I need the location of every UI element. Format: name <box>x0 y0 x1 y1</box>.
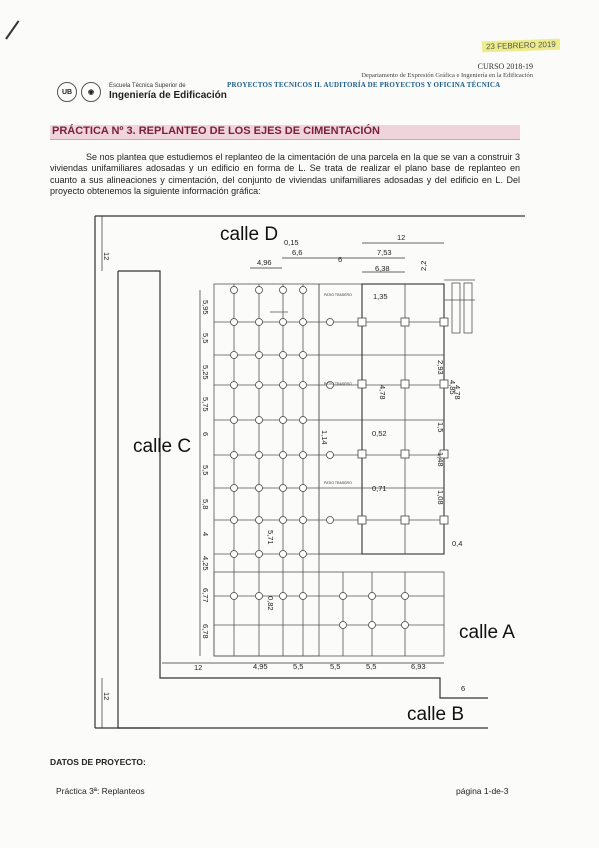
patio-label: PATIO TRASERO <box>324 382 352 386</box>
parcel-boundary <box>95 216 525 728</box>
dim-label: 5,5 <box>201 465 210 476</box>
course-year: CURSO 2018-19 <box>477 62 533 71</box>
dim-label: 4,25 <box>201 556 210 571</box>
dim-label: 2,93 <box>436 360 445 375</box>
dim-label: 6 <box>201 432 210 437</box>
dim-label: 6,93 <box>411 662 426 671</box>
dim-label: 4,78 <box>453 385 462 400</box>
dim-label: 4 <box>201 532 210 537</box>
dim-label: 5,5 <box>201 333 210 344</box>
project-subject: PROYECTOS TECNICOS II. AUDITORÍA DE PROYECTOS Y OFICINA TÉCNICA <box>227 81 501 89</box>
dim-label: 6,77 <box>201 588 210 603</box>
dim-label: 0,4 <box>452 539 463 548</box>
dim-label: 5,8 <box>201 499 210 510</box>
dim-label: 5,5 <box>293 662 304 671</box>
dim-label: 0,82 <box>266 596 275 611</box>
dim-label: 5,71 <box>266 530 275 545</box>
street-label-c: calle C <box>133 436 192 457</box>
date-stamp: 23 FEBRERO 2019 <box>482 39 560 53</box>
street-names <box>133 224 515 725</box>
dim-label: 5,5 <box>330 662 341 671</box>
dim-label: 4,96 <box>257 258 272 267</box>
dim-label: 6,6 <box>292 248 303 257</box>
dim-label: 12 <box>102 252 111 261</box>
footings <box>231 287 449 629</box>
street-label-a: calle A <box>459 622 515 643</box>
intro-paragraph: Se nos plantea que estudiemos el replanteo de la cimentación de una parcela en la que se van a construir 3 viviendas unifamiliares adosadas y un edificio en forma de L. Se trata de realizar el plano base de replanteo en cuanto a sus alineaciones y cimentación, del conjunto de viviendas unifamiliares adosadas y del edificio en L. Del proyecto obtenemos la siguiente información gráfica: <box>50 152 520 197</box>
patio-label: PATIO TRASERO <box>324 481 352 485</box>
dim-label: 4,95 <box>253 662 268 671</box>
dim-label: 4,85 <box>448 380 457 395</box>
school-name-small: Escuela Técnica Superior de <box>109 83 186 89</box>
dim-label: 5,25 <box>201 365 210 380</box>
dim-label: 6 <box>461 684 466 693</box>
dim-label: 1,14 <box>320 430 329 445</box>
inner-dimensions <box>266 360 462 611</box>
patio-label: PATIO TRASERO <box>324 293 352 297</box>
page-title: PRÁCTICA Nº 3. REPLANTEO DE LOS EJES DE CIMENTACIÓN <box>52 125 380 137</box>
dim-label: 0,71 <box>372 484 387 493</box>
project-data-label: DATOS DE PROYECTO: <box>50 757 146 767</box>
university-logo-icon: UB <box>57 82 77 102</box>
dim-label: 0,52 <box>372 429 387 438</box>
dim-label: 6 <box>338 255 343 264</box>
dim-label: 4,78 <box>378 385 387 400</box>
dim-label: 2,2 <box>419 260 428 271</box>
dim-label: 1,48 <box>436 452 445 467</box>
street-label-b: calle B <box>407 704 465 725</box>
dim-label: 5,95 <box>201 300 210 315</box>
dim-label: 1,5 <box>436 422 445 433</box>
department-name: Departamento de Expresión Gráfica e Ingeniería en la Edificación <box>361 72 533 79</box>
dimension-lines <box>102 216 444 728</box>
dim-label: 12 <box>194 663 203 672</box>
dim-label: 1,08 <box>436 490 445 505</box>
dim-label: 5,75 <box>201 397 210 412</box>
dim-label: 1,35 <box>373 292 388 301</box>
dim-label: 0,15 <box>284 238 299 247</box>
page-number: página 1-de-3 <box>456 786 509 796</box>
school-name-big: Ingeniería de Edificación <box>109 90 227 101</box>
dim-label: 6,78 <box>201 624 210 639</box>
dim-label: 7,53 <box>377 248 392 257</box>
street-label-d: calle D <box>220 224 279 245</box>
dim-label: 12 <box>102 692 111 701</box>
dim-label: 12 <box>397 233 406 242</box>
practice-name: Práctica 3ª: Replanteos <box>56 786 145 796</box>
school-emblem-icon: ◉ <box>81 82 101 102</box>
dim-label: 6,38 <box>375 264 390 273</box>
dim-label: 5,5 <box>366 662 377 671</box>
